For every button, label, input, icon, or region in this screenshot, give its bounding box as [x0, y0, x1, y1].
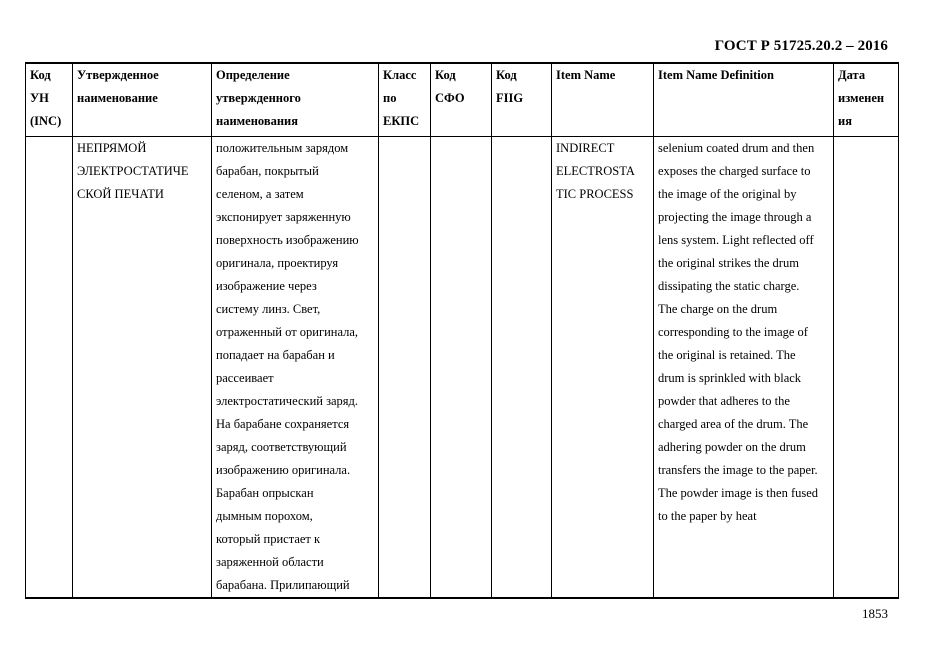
col-header-line: СФО	[435, 91, 465, 105]
cell-line: the original strikes the drum	[658, 256, 799, 270]
col-header	[379, 63, 431, 137]
cell-code-un	[26, 137, 73, 599]
cell-definition-ru	[212, 137, 379, 599]
col-header-line: утвержденного	[216, 91, 301, 105]
cell-line: который пристает к	[216, 532, 321, 546]
cell-line: selenium coated drum and then	[658, 141, 815, 155]
cell-item-name	[552, 137, 654, 599]
catalog-table	[25, 62, 899, 599]
cell-line: рассеивает	[216, 371, 274, 385]
cell-line: adhering powder on the drum	[658, 440, 806, 454]
col-header	[212, 63, 379, 137]
cell-line: the original is retained. The	[658, 348, 796, 362]
cell-change-date	[834, 137, 899, 599]
col-header	[552, 63, 654, 137]
cell-line: TIC PROCESS	[556, 187, 634, 201]
cell-line: dissipating the static charge.	[658, 279, 800, 293]
col-header-line: (INC)	[30, 114, 62, 128]
cell-line: INDIRECT	[556, 141, 615, 155]
cell-line: СКОЙ ПЕЧАТИ	[77, 187, 164, 201]
cell-line: ELECTROSTA	[556, 164, 635, 178]
cell-line: дымным порохом,	[216, 509, 313, 523]
col-header-line: наименования	[216, 114, 299, 128]
col-header-line: FIIG	[496, 91, 524, 105]
header-row	[26, 63, 899, 137]
cell-line: На барабане сохраняется	[216, 417, 350, 431]
col-header-line: Класс	[383, 68, 417, 82]
col-header-line: Дата	[838, 68, 866, 82]
col-header-line: ЕКПС	[383, 114, 420, 128]
cell-code-sfo	[431, 137, 492, 599]
col-header-line: ия	[838, 114, 852, 128]
cell-line: положительным зарядом	[216, 141, 349, 155]
col-header-line: по	[383, 91, 397, 105]
col-header-line: Код	[30, 68, 51, 82]
cell-class-ekps	[379, 137, 431, 599]
cell-line: заряд, соответствующий	[216, 440, 347, 454]
col-header	[73, 63, 212, 137]
cell-line: projecting the image through a	[658, 210, 812, 224]
cell-line: селеном, а затем	[216, 187, 304, 201]
col-header	[26, 63, 73, 137]
cell-line: charged area of the drum. The	[658, 417, 809, 431]
col-header-line: Код	[435, 68, 456, 82]
cell-line: drum is sprinkled with black	[658, 371, 802, 385]
col-header-line: Код	[496, 68, 517, 82]
cell-line: The powder image is then fused	[658, 486, 819, 500]
col-header-line: наименование	[77, 91, 158, 105]
cell-line: to the paper by heat	[658, 509, 757, 523]
col-header-line: Item Name	[556, 68, 616, 82]
cell-line: изображению оригинала.	[216, 463, 351, 477]
cell-line: барабан, покрытый	[216, 164, 319, 178]
col-header	[431, 63, 492, 137]
cell-code-fiig	[492, 137, 552, 599]
cell-line: The charge on the drum	[658, 302, 778, 316]
col-header-line: изменен	[838, 91, 885, 105]
cell-line: попадает на барабан и	[216, 348, 335, 362]
col-header-line: Item Name Definition	[658, 68, 774, 82]
cell-line: transfers the image to the paper.	[658, 463, 818, 477]
cell-line: заряженной области	[216, 555, 324, 569]
col-header-line: Утвержденное	[77, 68, 159, 82]
page-number: 1853	[862, 606, 888, 621]
cell-line: ЭЛЕКТРОСТАТИЧЕ	[77, 164, 189, 178]
cell-line: Барабан опрыскан	[216, 486, 314, 500]
cell-line: барабана. Прилипающий	[216, 578, 350, 592]
cell-line: НЕПРЯМОЙ	[77, 141, 147, 155]
col-header-line: Определение	[216, 68, 290, 82]
cell-line: изображение через	[216, 279, 317, 293]
cell-item-name-definition	[654, 137, 834, 599]
cell-line: lens system. Light reflected off	[658, 233, 814, 247]
cell-approved-name	[73, 137, 212, 599]
cell-line: corresponding to the image of	[658, 325, 808, 339]
col-header	[834, 63, 899, 137]
table-row	[26, 137, 899, 599]
col-header	[654, 63, 834, 137]
document-header: ГОСТ Р 51725.20.2 – 2016	[714, 38, 888, 54]
cell-line: оригинала, проектируя	[216, 256, 339, 270]
cell-line: систему линз. Свет,	[216, 302, 321, 316]
cell-line: the image of the original by	[658, 187, 797, 201]
col-header-line: УН	[30, 91, 49, 105]
cell-line: электростатический заряд.	[216, 394, 359, 408]
cell-line: powder that adheres to the	[658, 394, 790, 408]
cell-line: exposes the charged surface to	[658, 164, 811, 178]
cell-line: отраженный от оригинала,	[216, 325, 359, 339]
col-header	[492, 63, 552, 137]
cell-line: поверхность изображению	[216, 233, 359, 247]
cell-line: экспонирует заряженную	[216, 210, 351, 224]
